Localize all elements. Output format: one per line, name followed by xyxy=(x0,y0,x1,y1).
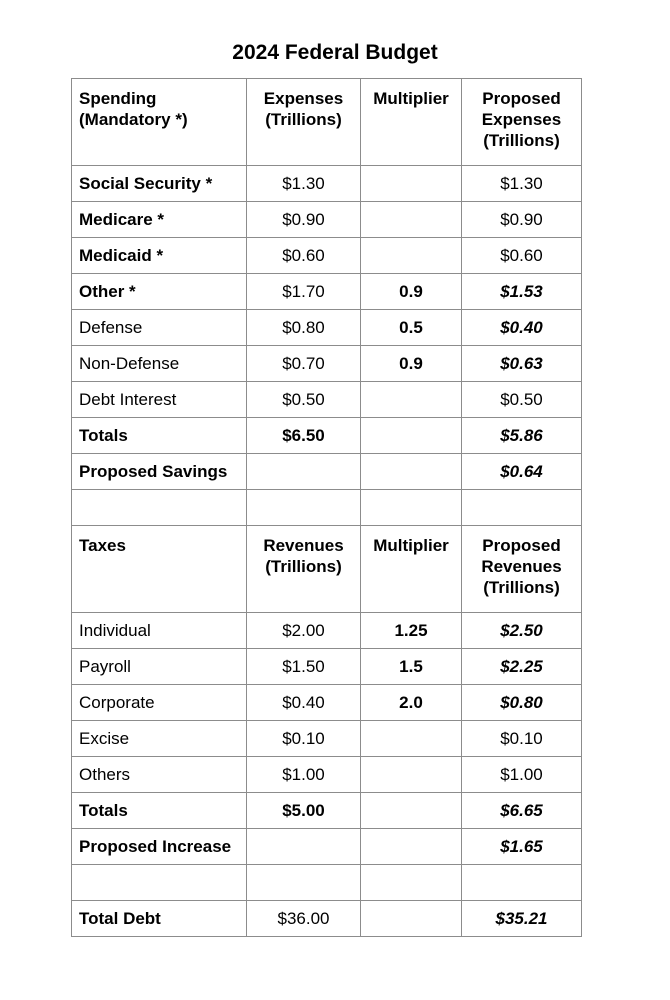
header-line: (Trillions) xyxy=(265,557,342,576)
row-proposed: $1.53 xyxy=(462,274,582,310)
row-value xyxy=(247,454,361,490)
spending-header-row xyxy=(72,79,582,166)
header-line: Multiplier xyxy=(373,536,449,555)
row-label: Total Debt xyxy=(72,901,247,937)
row-proposed: $0.10 xyxy=(462,721,582,757)
row-value xyxy=(247,829,361,865)
header-line: Revenues xyxy=(481,557,562,576)
header-line: Multiplier xyxy=(373,89,449,108)
taxes-header-multiplier xyxy=(361,526,462,613)
taxes-header-revenues xyxy=(247,526,361,613)
table-row xyxy=(72,382,582,418)
table-row xyxy=(72,310,582,346)
row-proposed: $0.50 xyxy=(462,382,582,418)
table-row xyxy=(72,346,582,382)
row-value: $1.50 xyxy=(247,649,361,685)
row-value: $1.00 xyxy=(247,757,361,793)
spacer-row xyxy=(72,865,582,901)
spending-header-multiplier xyxy=(361,79,462,166)
row-label: Totals xyxy=(72,418,247,454)
row-multiplier xyxy=(361,454,462,490)
header-line: Proposed xyxy=(482,89,561,108)
row-proposed: $0.40 xyxy=(462,310,582,346)
row-value: $1.30 xyxy=(247,166,361,202)
row-label: Proposed Savings xyxy=(72,454,247,490)
table-row xyxy=(72,166,582,202)
table-row xyxy=(72,613,582,649)
row-multiplier xyxy=(361,382,462,418)
row-multiplier xyxy=(361,721,462,757)
row-proposed: $0.80 xyxy=(462,685,582,721)
row-multiplier xyxy=(361,901,462,937)
row-multiplier xyxy=(361,202,462,238)
taxes-header-proposed xyxy=(462,526,582,613)
table-row xyxy=(72,274,582,310)
row-label: Others xyxy=(72,757,247,793)
spacer-row xyxy=(72,490,582,526)
empty-cell xyxy=(247,490,361,526)
row-multiplier xyxy=(361,757,462,793)
row-multiplier: 0.9 xyxy=(361,346,462,382)
page-title: 2024 Federal Budget xyxy=(232,41,438,64)
row-value: $5.00 xyxy=(247,793,361,829)
header-line: Expenses xyxy=(481,110,562,129)
header-line: (Trillions) xyxy=(483,578,560,597)
row-label: Medicaid * xyxy=(72,238,247,274)
totals-row xyxy=(72,793,582,829)
row-proposed: $2.50 xyxy=(462,613,582,649)
empty-cell xyxy=(72,490,247,526)
row-proposed: $1.65 xyxy=(462,829,582,865)
row-value: $1.70 xyxy=(247,274,361,310)
empty-cell xyxy=(72,865,247,901)
header-line: Spending xyxy=(79,89,157,108)
empty-cell xyxy=(361,865,462,901)
row-label: Individual xyxy=(72,613,247,649)
table-row xyxy=(72,202,582,238)
row-label: Medicare * xyxy=(72,202,247,238)
table-row xyxy=(72,238,582,274)
table-row xyxy=(72,685,582,721)
header-line: (Mandatory *) xyxy=(79,110,188,129)
empty-cell xyxy=(247,865,361,901)
row-label: Totals xyxy=(72,793,247,829)
row-multiplier xyxy=(361,793,462,829)
row-label: Payroll xyxy=(72,649,247,685)
empty-cell xyxy=(462,865,582,901)
row-value: $36.00 xyxy=(247,901,361,937)
totals-row xyxy=(72,418,582,454)
row-proposed: $0.64 xyxy=(462,454,582,490)
row-label: Non-Defense xyxy=(72,346,247,382)
header-line: Expenses xyxy=(263,89,344,108)
row-multiplier xyxy=(361,166,462,202)
empty-cell xyxy=(361,490,462,526)
spending-header-expenses xyxy=(247,79,361,166)
row-value: $0.90 xyxy=(247,202,361,238)
row-proposed: $1.00 xyxy=(462,757,582,793)
row-proposed: $5.86 xyxy=(462,418,582,454)
row-multiplier: 2.0 xyxy=(361,685,462,721)
spending-header-proposed xyxy=(462,79,582,166)
row-value: $2.00 xyxy=(247,613,361,649)
row-value: $0.10 xyxy=(247,721,361,757)
row-multiplier xyxy=(361,238,462,274)
row-label: Excise xyxy=(72,721,247,757)
row-value: $0.40 xyxy=(247,685,361,721)
row-label: Proposed Increase xyxy=(72,829,247,865)
row-multiplier: 1.5 xyxy=(361,649,462,685)
header-line: (Trillions) xyxy=(265,110,342,129)
row-multiplier: 0.5 xyxy=(361,310,462,346)
row-value: $0.60 xyxy=(247,238,361,274)
table-row xyxy=(72,721,582,757)
row-label: Debt Interest xyxy=(72,382,247,418)
row-value: $0.50 xyxy=(247,382,361,418)
empty-cell xyxy=(462,490,582,526)
header-line: (Trillions) xyxy=(483,131,560,150)
row-proposed: $0.60 xyxy=(462,238,582,274)
row-proposed: $1.30 xyxy=(462,166,582,202)
row-value: $0.70 xyxy=(247,346,361,382)
row-multiplier: 1.25 xyxy=(361,613,462,649)
row-label: Corporate xyxy=(72,685,247,721)
row-proposed: $35.21 xyxy=(462,901,582,937)
increase-row xyxy=(72,829,582,865)
table-row xyxy=(72,649,582,685)
row-multiplier: 0.9 xyxy=(361,274,462,310)
row-proposed: $2.25 xyxy=(462,649,582,685)
header-line: Taxes xyxy=(79,536,126,555)
row-label: Other * xyxy=(72,274,247,310)
header-line: Proposed xyxy=(482,536,561,555)
header-line: Revenues xyxy=(263,536,344,555)
table-row xyxy=(72,757,582,793)
savings-row xyxy=(72,454,582,490)
row-value: $0.80 xyxy=(247,310,361,346)
taxes-header-row xyxy=(72,526,582,613)
taxes-header-category xyxy=(72,526,247,613)
row-multiplier xyxy=(361,418,462,454)
spending-header-category xyxy=(72,79,247,166)
row-label: Defense xyxy=(72,310,247,346)
total-debt-row xyxy=(72,901,582,937)
row-label: Social Security * xyxy=(72,166,247,202)
row-value: $6.50 xyxy=(247,418,361,454)
budget-table xyxy=(71,78,582,937)
row-proposed: $0.90 xyxy=(462,202,582,238)
row-proposed: $0.63 xyxy=(462,346,582,382)
row-proposed: $6.65 xyxy=(462,793,582,829)
row-multiplier xyxy=(361,829,462,865)
